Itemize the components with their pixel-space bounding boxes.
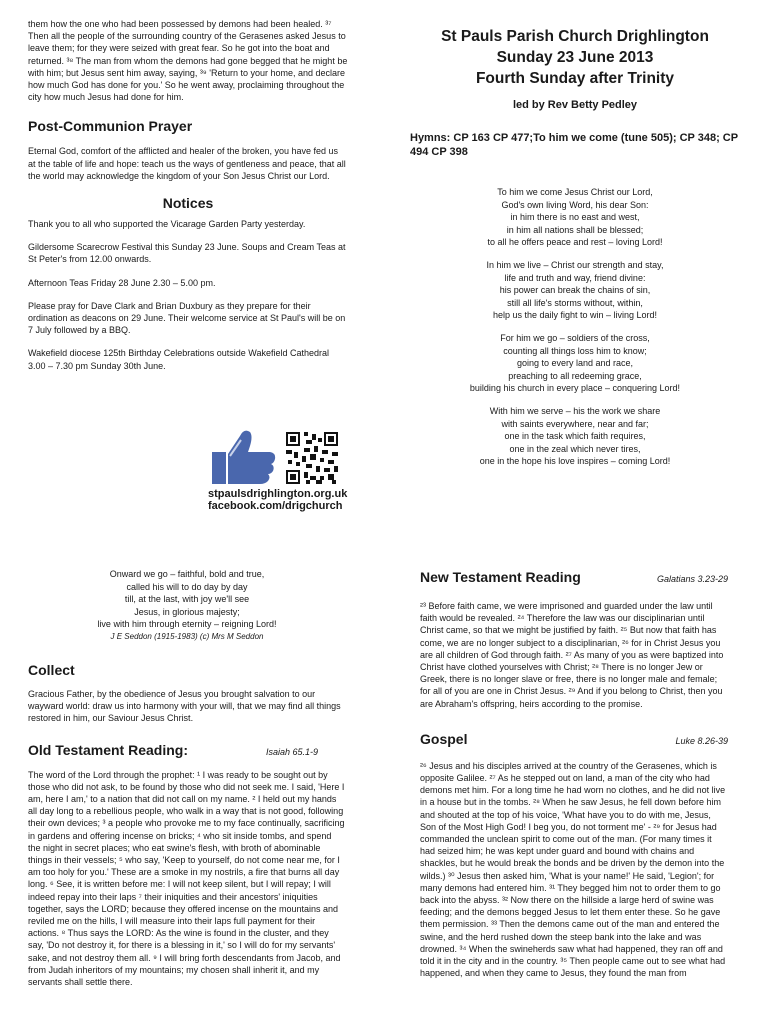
led-by: led by Rev Betty Pedley <box>512 99 638 111</box>
top-left-panel <box>28 18 348 372</box>
ot-reference: Isaiah 65.1-9 <box>265 746 318 757</box>
qr-code-icon <box>284 430 340 486</box>
ot-heading: Old Testament Reading: <box>28 741 188 758</box>
hymn-verse: With him we serve – his the work we share with saints everywhere, near and far; one in the task which faith requires, one in the zeal which never tires, one in the hope his love inspires – coming Lord! <box>479 405 671 467</box>
nt-text: ²³ Before faith came, we were imprisoned and guarded under the law until faith would be revealed. ²⁴ Therefore the law was our disciplinarian until Christ came, so that we might be justified by faith. ²⁵ But now that faith has come, we are no longer subject to a disciplinarian, ²⁶ for in Christ Jesus you are all children of God through faith. ²⁷ As many of you as were baptized into Christ have clothed yourselves with Christ; ²⁸ There is no longer Jew or Greek, there is no longer slave or free, there is no longer male and female; for all of you are one in Christ Jesus. ²⁹ And if you belong to Christ, then you are Abraham's offspring, heirs according to the promise. <box>420 601 724 709</box>
hymn-verse-final: Onward we go – faithful, bold and true, called his will to do day by day till, at the last, with joy we'll see Jesus, in glorious majesty; live with him through eternity – reigning Lord! <box>97 569 277 630</box>
notice-item: Thank you to all who supported the Vicarage Garden Party yesterday. <box>28 219 306 230</box>
gospel-heading: Gospel <box>420 730 468 747</box>
collect-heading: Collect <box>28 661 75 678</box>
service-date: Sunday 23 June 2013 <box>496 49 654 66</box>
ot-text: The word of the Lord through the prophet: ¹ I was ready to be sought out by those who did not ask, to be found by those who did not seek me. I said, 'Here I am, here I am,' to a nation that did not call on my name. ² I held out my hands all day long to a rebellious people, who walk in a way that is not good, following their own devices; ³ a people who provoke me to my face continually, sacrificing in gardens and offering incense on bricks; ⁴ who sit inside tombs, and spend the night in secret places; who eat swine's flesh, with broth of abominable things in their vessels; ⁵ who say, 'Keep to yourself, do not come near me, for I am too holy for you.' These are a smoke in my nostrils, a fire that burns all day long. ⁶ See, it is written before me: I will not keep silent, but I will repay; I will indeed repay into their laps ⁷ their iniquities and their ancestors' iniquities together, says the LORD; because they offered incense on the mountains and reviled me on the hills, I will measure into their laps full payment for their actions. ⁸ Thus says the LORD: As the wine is found in the cluster, and they say, 'Do not destroy it, for there is a blessing in it,' so I will do for my servants' sake, and not destroy them all. ⁹ I will bring forth descendants from Jacob, and from Judah inheritors of my mountains; my chosen shall inherit it, and my servants shall settle there. <box>28 769 345 988</box>
hymn-verse: In him we live – Christ our strength and stay, life and truth and way, friend divine: his power can break the chains of sin, still all life's storms without, within, help us the daily fight to win – living Lord! <box>486 259 664 321</box>
hymn-text <box>410 186 740 468</box>
collect-text: Gracious Father, by the obedience of Jesus you brought salvation to our wayward world: draw us into harmony with your will, that we may find all things restored in him, our Saviour Jesus Christ. <box>28 688 341 724</box>
service-occasion: Fourth Sunday after Trinity <box>475 70 675 87</box>
gospel-continuation: them how the one who had been possessed by demons had been healed. ³⁷ Then all the people of the surrounding country of the Gerasenes asked Jesus to leave them; for they were seized with great fear. So he got into the boat and returned. ³⁸ The man from whom the demons had gone begged that he might be with him; but Jesus sent him away, saying, ³⁹ 'Return to your home, and declare how much God has done for you.' So he went away, proclaiming throughout the city how much Jesus had done for him. <box>28 19 348 103</box>
post-communion-text: Eternal God, comfort of the afflicted and healer of the broken, you have fed us at the table of life and hope: teach us the ways of gentleness and peace, that all the world may acknowledge the kingdom of your Son Jesus Christ our Lord. <box>28 146 346 181</box>
thumbs-up-icon <box>210 426 278 486</box>
church-name: St Pauls Parish Church Drighlington <box>441 28 709 45</box>
hymn-credit: J E Seddon (1915-1983) (c) Mrs M Seddon <box>110 631 264 641</box>
bottom-left-panel <box>28 568 346 988</box>
gospel-text: ²⁶ Jesus and his disciples arrived at the country of the Gerasenes, which is opposite Galilee. ²⁷ As he stepped out on land, a man of the city who had demons met him. For a long time he had worn no clothes, and he did not live in a house but in the tombs. ²⁸ When he saw Jesus, he fell down before him and shouted at the top of his voice, 'What have you to do with me, Jesus, Son of the Most High God! I beg you, do not torment me' - ²⁹ for Jesus had commanded the unclean spirit to come out of the man. (For many times it had seized him; he was kept under guard and bound with chains and shackles, but he would break the bonds and be driven by the demon into the wilds.) ³⁰ Jesus then asked him, 'What is your name!' He said, 'Legion'; for many demons had entered him. ³¹ They begged him not to order them to go back into the abyss. ³² Now there on the hillside a large herd of swine was feeding; and the demons begged Jesus to let them enter these. So he gave them permission. ³³ Then the demons came out of the man and entered the swine, and the herd rushed down the steep bank into the lake and was drowned. ³⁴ When the swineherds saw what had happened, they ran off and told it in the city and in the country. ³⁵ Then people came out to see what had happened, and when they came to Jesus, they found the man from <box>420 760 726 979</box>
notice-item: Gildersome Scarecrow Festival this Sunday 23 June. Soups and Cream Teas at St Peter's from 12.00 onwards. <box>28 242 346 265</box>
website-link[interactable]: stpaulsdrighlington.org.uk <box>208 488 348 500</box>
nt-reference: Galatians 3.23-29 <box>656 574 728 584</box>
notice-item: Afternoon Teas Friday 28 June 2.30 – 5.00 pm. <box>28 277 216 288</box>
nt-heading: New Testament Reading <box>420 569 581 585</box>
gospel-reference: Luke 8.26-39 <box>675 735 728 746</box>
notices-heading: Notices <box>162 195 214 212</box>
facebook-link[interactable]: facebook.com/drigchurch <box>208 500 343 512</box>
bottom-right-panel <box>420 568 728 979</box>
post-communion-heading: Post-Communion Prayer <box>28 118 193 135</box>
social-block <box>208 426 348 512</box>
top-right-panel <box>410 26 740 478</box>
hymn-list: Hymns: CP 163 CP 477;To him we come (tune 505); CP 348; CP 494 CP 398 <box>410 132 738 158</box>
hymn-verse: For him we go – soldiers of the cross, counting all things loss him to know; going to every land and race, preaching to all redeeming grace, building his church in every place – conquering Lord! <box>469 332 681 394</box>
hymn-verse: To him we come Jesus Christ our Lord, God's own living Word, his dear Son: in him there is no east and west, in him all nations shall be blessed; to all he offers peace and rest – loving Lord! <box>487 187 663 248</box>
notice-item: Wakefield diocese 125th Birthday Celebrations outside Wakefield Cathedral 3.00 – 7.30 pm Sunday 30th June. <box>28 348 329 371</box>
notice-item: Please pray for Dave Clark and Brian Duxbury as they prepare for their ordination as deacons on 29 June. Their welcome service at St Paul's will be on 7 July followed by a BBQ. <box>28 300 346 336</box>
